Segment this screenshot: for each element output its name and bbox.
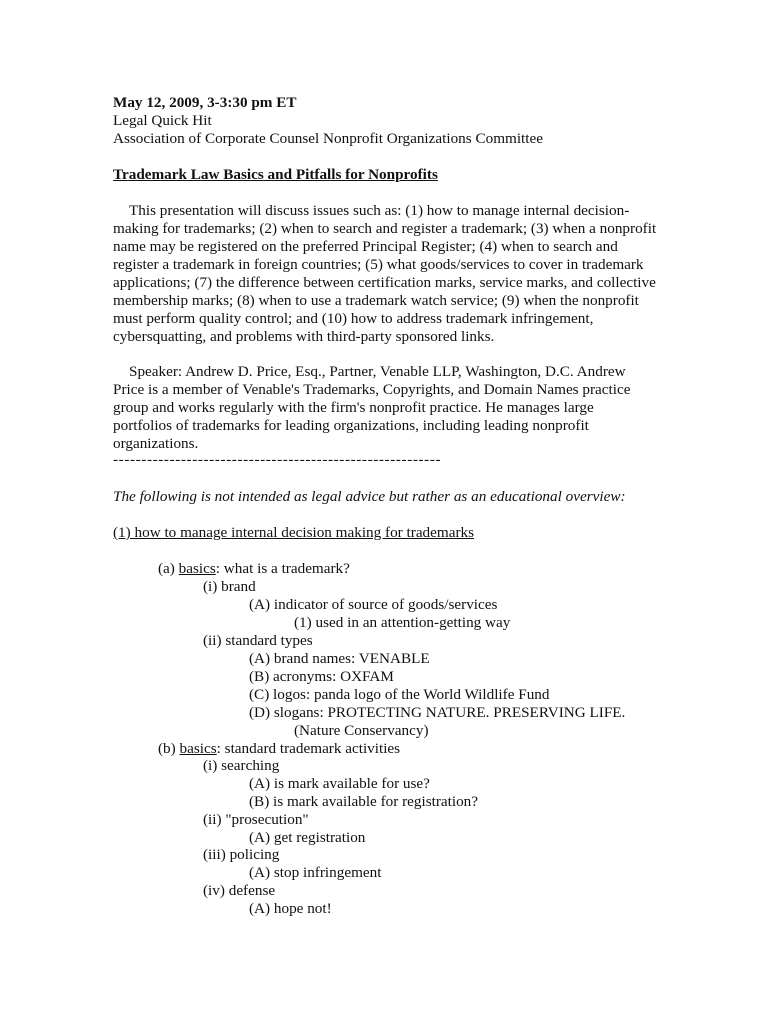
outline-item: (A) brand names: VENABLE xyxy=(249,650,430,667)
outline-prefix: (a) xyxy=(158,560,179,577)
speaker-line: organizations. xyxy=(113,435,199,452)
intro-line: cybersquatting, and problems with third-party sponsored links. xyxy=(113,328,495,345)
outline-item: (ii) "prosecution" xyxy=(203,811,309,828)
disclaimer: The following is not intended as legal advice but rather as an educational overview: xyxy=(113,488,626,505)
outline-item: (C) logos: panda logo of the World Wildlife Fund xyxy=(249,686,550,703)
committee-line: Association of Corporate Counsel Nonprofit Organizations Committee xyxy=(113,130,543,147)
outline-item-b xyxy=(158,740,400,758)
outline-item: (A) hope not! xyxy=(249,900,332,917)
outline-item: (B) is mark available for registration? xyxy=(249,793,478,810)
series-line: Legal Quick Hit xyxy=(113,112,212,129)
outline-prefix: (b) xyxy=(158,740,180,757)
intro-line: applications; (7) the difference between certification marks, service marks, and collective xyxy=(113,274,656,291)
intro-line: making for trademarks; (2) when to search and register a trademark; (3) when a nonprofit xyxy=(113,220,657,237)
outline-item: (B) acronyms: OXFAM xyxy=(249,668,394,685)
outline-item: (A) stop infringement xyxy=(249,864,382,881)
outline-item: (i) searching xyxy=(203,757,280,774)
speaker-line: portfolios of trademarks for leading organizations, including leading nonprofit xyxy=(113,417,589,434)
intro-line: name may be registered on the preferred Principal Register; (4) when to search and xyxy=(113,238,618,255)
date-line: May 12, 2009, 3-3:30 pm ET xyxy=(113,94,297,111)
intro-line: membership marks; (8) when to use a trademark watch service; (9) when the nonprofit xyxy=(113,292,639,309)
outline-item: (Nature Conservancy) xyxy=(294,722,429,739)
outline-item: (A) get registration xyxy=(249,829,366,846)
document-title: Trademark Law Basics and Pitfalls for Nonprofits xyxy=(113,166,438,183)
outline-item: (1) used in an attention-getting way xyxy=(294,614,511,631)
outline-item: (iii) policing xyxy=(203,846,280,863)
outline-item: (iv) defense xyxy=(203,882,276,899)
section-heading: (1) how to manage internal decision making for trademarks xyxy=(113,524,475,541)
outline-item: (ii) standard types xyxy=(203,632,313,649)
speaker-line: Speaker: Andrew D. Price, Esq., Partner, Venable LLP, Washington, D.C. Andrew xyxy=(129,363,626,380)
outline-item: (A) is mark available for use? xyxy=(249,775,430,792)
separator: ---------------------------------------------------------- xyxy=(113,451,442,468)
outline-underlined: basics xyxy=(179,740,217,757)
outline-item: (i) brand xyxy=(203,578,256,595)
speaker-line: group and works regularly with the firm's nonprofit practice. He manages large xyxy=(113,399,594,416)
outline-item: (D) slogans: PROTECTING NATURE. PRESERVING LIFE. xyxy=(249,704,626,721)
outline-item-a xyxy=(158,560,350,578)
speaker-line: Price is a member of Venable's Trademarks, Copyrights, and Domain Names practice xyxy=(113,381,631,398)
outline-underlined: basics xyxy=(178,560,216,577)
outline-item: (A) indicator of source of goods/services xyxy=(249,596,498,613)
intro-line: register a trademark in foreign countries; (5) what goods/services to cover in trademark xyxy=(113,256,644,273)
intro-line: must perform quality control; and (10) how to address trademark infringement, xyxy=(113,310,594,327)
intro-line: This presentation will discuss issues such as: (1) how to manage internal decision- xyxy=(129,202,630,219)
outline-rest: : what is a trademark? xyxy=(215,560,350,577)
outline-rest: : standard trademark activities xyxy=(216,740,401,757)
